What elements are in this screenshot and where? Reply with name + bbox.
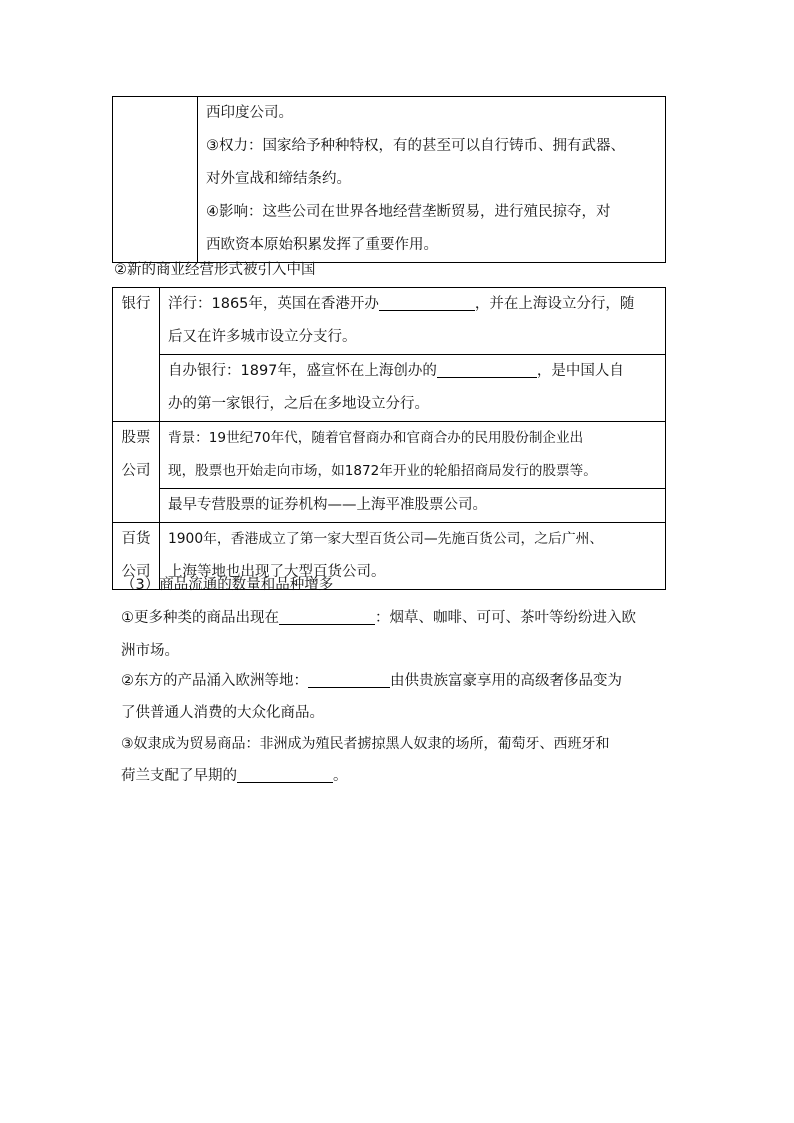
text-fragment: 由供贵族富豪享用的高级奢侈品变为 [390, 673, 622, 689]
text-line: 西欧资本原始积累发挥了重要作用。 [206, 237, 438, 253]
stock-label-cell [113, 422, 160, 523]
stock-label: 股票 [121, 430, 151, 446]
text-line: 办的第一家银行，之后在多地设立分行。 [168, 396, 429, 412]
answer-blank[interactable] [237, 764, 333, 783]
answer-blank[interactable] [308, 669, 390, 688]
text-fragment: ，并在上海设立分行，随 [474, 296, 635, 312]
text-line: 后又在许多城市设立分支行。 [168, 329, 357, 345]
text-line: 西印度公司。 [206, 105, 293, 121]
text-fragment: ，是中国人自 [536, 363, 624, 379]
answer-blank[interactable] [437, 359, 537, 378]
text-line [168, 355, 665, 388]
text-line: 了供普通人消费的大众化商品。 [121, 705, 324, 721]
bank-label: 银行 [121, 296, 151, 312]
text-line: ④影响：这些公司在世界各地经营垄断贸易，进行殖民掠夺，对 [206, 204, 611, 220]
stock-first-cell [160, 489, 666, 523]
content-cell [198, 97, 666, 263]
business-forms-table [112, 287, 666, 590]
text-fragment: 洋行：1865年，英国在香港开办 [168, 296, 379, 312]
answer-blank[interactable] [379, 292, 475, 311]
stock-label: 公司 [121, 463, 151, 479]
text-line: ③权力：国家给予种种特权，有的甚至可以自行铸币、拥有武器、 [206, 138, 625, 154]
text-line [121, 665, 622, 698]
text-fragment: 。 [333, 768, 348, 784]
own-bank-cell [160, 355, 666, 422]
text-line: 洲市场。 [121, 643, 179, 659]
text-fragment: ①更多种类的商品出现在 [121, 610, 279, 626]
text-line: 1900年，香港成立了第一家大型百货公司—先施百货公司，之后广州、 [168, 531, 604, 547]
text-fragment: 自办银行：1897年，盛宣怀在上海创办的 [168, 363, 437, 379]
text-fragment: ②东方的产品涌入欧洲等地： [121, 673, 308, 689]
text-line: 上海等地也出现了大型百货公司。 [168, 564, 386, 580]
text-line: 最早专营股票的证券机构——上海平准股票公司。 [168, 497, 487, 513]
answer-blank[interactable] [279, 606, 375, 625]
foreign-bank-cell [160, 288, 666, 355]
text-line: 现，股票也开始走向市场，如1872年开业的轮船招商局发行的股票等。 [168, 463, 597, 479]
text-fragment: ：烟草、咖啡、可可、茶叶等纷纷进入欧 [375, 610, 636, 626]
text-line: ③奴隶成为贸易商品：非洲成为殖民者掳掠黑人奴隶的场所，葡萄牙、西班牙和 [121, 736, 610, 752]
text-fragment: 荷兰支配了早期的 [121, 768, 237, 784]
empty-label-cell [113, 97, 198, 263]
text-line: 对外宣战和缔结条约。 [206, 171, 351, 187]
text-line: 背景：19世纪70年代，随着官督商办和官商合办的民用股份制企业出 [168, 430, 584, 446]
trading-company-table [112, 96, 666, 263]
text-line [121, 602, 636, 635]
section3-heading: （3）商品流通的数量和品种增多 [121, 577, 334, 593]
heading-new-forms: ②新的商业经营形式被引入中国 [114, 262, 316, 278]
dept-label: 百货 [121, 531, 151, 547]
bank-label-cell [113, 288, 160, 422]
text-line [121, 760, 348, 793]
text-line [168, 288, 665, 321]
dept-label: 公司 [121, 564, 151, 580]
stock-background-cell [160, 422, 666, 489]
